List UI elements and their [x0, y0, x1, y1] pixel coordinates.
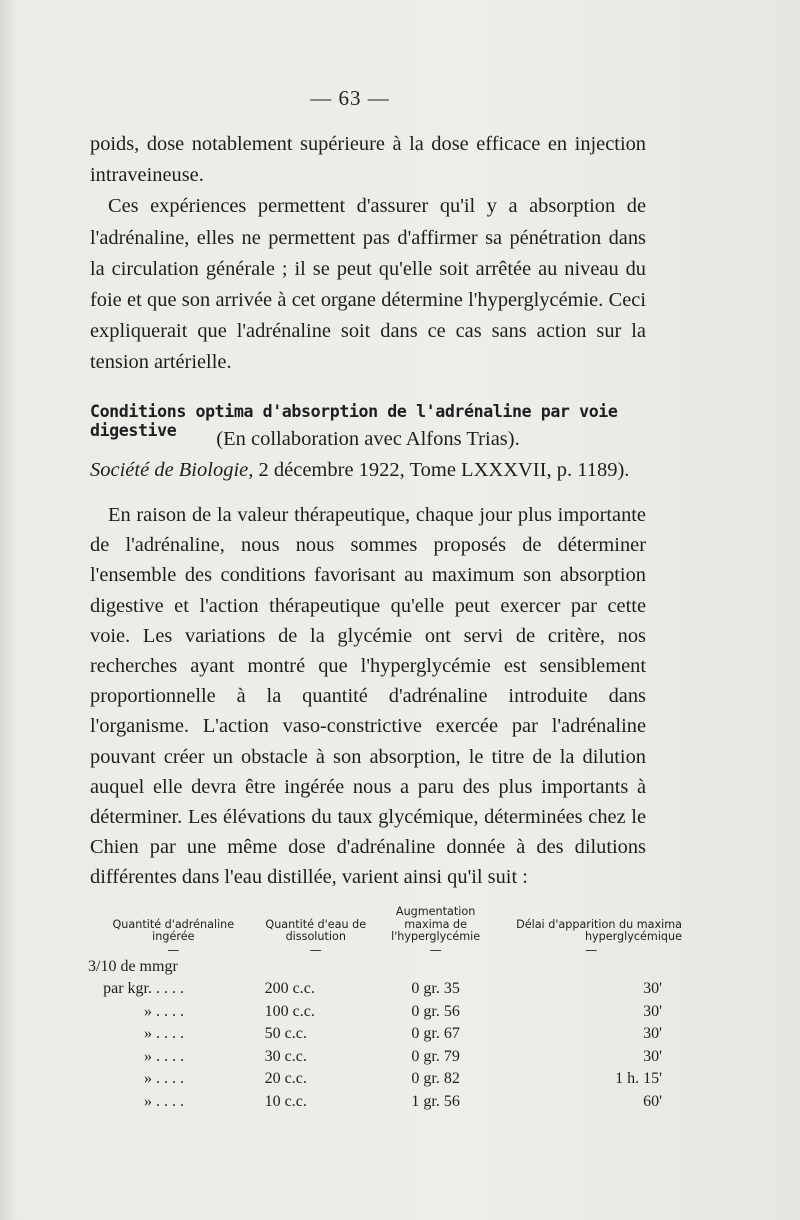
- dose-unit-cell: par kgr. ....: [103, 980, 188, 998]
- reference-details: 2 décembre 1922, Tome LXXXVII, p. 1189).: [253, 459, 630, 481]
- increase-cell: 0 gr. 67: [411, 1025, 460, 1043]
- dash-col-4: —: [585, 942, 598, 957]
- table-row-dose: [88, 956, 684, 979]
- section-heading: Conditions optima d'absorption de l'adrénaline par voie digestive: [90, 402, 618, 440]
- table-row: [88, 1001, 684, 1024]
- increase-cell: 1 gr. 56: [411, 1092, 460, 1110]
- water-cell: 20 c.c.: [264, 1070, 307, 1088]
- ditto-cell: » ....: [144, 1025, 188, 1043]
- table-row: [88, 1068, 684, 1091]
- header-adrenaline-quantity: Quantité d'adrénaline ingérée: [112, 917, 235, 943]
- water-cell: 10 c.c.: [264, 1092, 307, 1110]
- intro-paragraph-1: poids, dose notablement supérieure à la dose efficace en injection intraveineuse.: [90, 133, 646, 187]
- increase-cell: 0 gr. 82: [411, 1070, 460, 1088]
- increase-cell: 0 gr. 79: [411, 1047, 460, 1065]
- page-number: — 63 —: [310, 86, 390, 110]
- increase-cell: 0 gr. 35: [411, 980, 460, 998]
- reference-line: [90, 459, 646, 482]
- delay-cell: 30': [643, 1025, 662, 1043]
- water-cell: 30 c.c.: [264, 1047, 307, 1065]
- table-row: [88, 1023, 684, 1046]
- table-row: [88, 978, 684, 1001]
- increase-cell: 0 gr. 56: [411, 1002, 460, 1020]
- body-paragraph: En raison de la valeur thérapeutique, chaque jour plus importante de l'adrénaline, nous nous sommes proposés de déterminer l'ensemble des conditions favorisant au maximum son absorption digestive et l'action thérapeutique qu'elle peut exercer par cette voie. Les variations de la glycémie ont servi de critère, nos recherches ayant montré que l'hyperglycémie est sensiblement proportionnelle à la quantité d'adrénaline introduite dans l'organisme. L'action vaso-constrictive exercée par l'adrénaline pouvant créer un obstacle à son absorption, le titre de la dilution auquel elle devra être ingérée nous a paru des plus importants à déterminer. Les élévations du taux glycémique, déterminées chez le Chien par une même dose d'adrénaline donnée à des dilutions différentes dans l'eau distillée, varient ainsi qu'il suit :: [90, 504, 646, 889]
- dash-col-3: —: [429, 942, 442, 957]
- intro-paragraph-2: Ces expériences permettent d'assurer qu'il y a absorption de l'adrénaline, elles ne permettent pas d'affirmer sa pénétration dans la circulation générale ; il se peut qu'elle soit arrêtée au niveau du foie et que son arrivée à cet organe détermine l'hyperglycémie. Ceci expliquerait que l'adrénaline soit dans ce cas sans action sur la tension artérielle.: [90, 195, 646, 374]
- header-water-quantity: Quantité d'eau de dissolution: [265, 917, 367, 943]
- dash-col-1: —: [167, 942, 180, 957]
- ditto-cell: » ....: [144, 1002, 188, 1020]
- header-delay: Délai d'apparition du maxima hyperglycémique: [516, 917, 682, 943]
- header-max-increase: Augmentation maxima de l'hyperglycémie: [391, 905, 481, 943]
- table-header-row: [88, 906, 684, 946]
- section-body: [90, 500, 646, 893]
- dose-cell: 3/10 de mmgr: [88, 957, 178, 975]
- delay-cell: 30': [643, 1047, 662, 1065]
- delay-cell: 30': [643, 980, 662, 998]
- table-row: [88, 1046, 684, 1069]
- ditto-cell: » ....: [144, 1047, 188, 1065]
- intro-text: [90, 129, 646, 379]
- table-row: [88, 1091, 684, 1114]
- water-cell: 100 c.c.: [264, 1002, 315, 1020]
- delay-cell: 60': [643, 1092, 662, 1110]
- collaboration-note: (En collaboration avec Alfons Trias).: [216, 428, 520, 450]
- delay-cell: 30': [643, 1002, 662, 1020]
- table-dash-row: [88, 946, 684, 956]
- ditto-cell: » ....: [144, 1092, 188, 1110]
- reference-journal: Société de Biologie,: [90, 459, 254, 481]
- results-table: [88, 906, 684, 1113]
- ditto-cell: » ....: [144, 1070, 188, 1088]
- water-cell: 50 c.c.: [264, 1025, 307, 1043]
- dash-col-2: —: [309, 942, 322, 957]
- delay-cell: 1 h. 15': [615, 1070, 662, 1088]
- water-cell: 200 c.c.: [264, 980, 315, 998]
